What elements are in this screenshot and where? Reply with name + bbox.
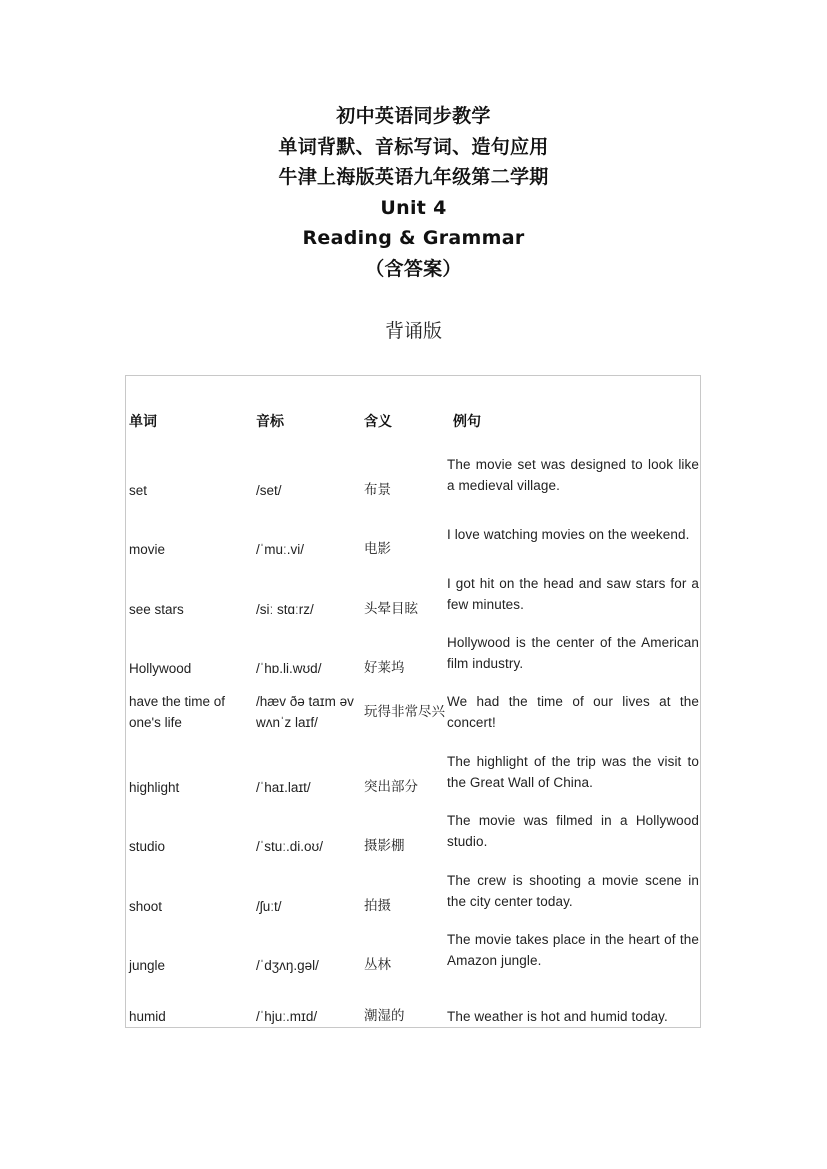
cell-word: highlight (129, 780, 180, 795)
table-row (126, 983, 700, 1027)
cell-ipa: /siː stɑːrz/ (256, 602, 314, 617)
cell-example: The movie takes place in the heart of the Amazon jungle. (447, 932, 699, 968)
header-example: 例句 (453, 414, 481, 430)
table-row (126, 865, 700, 917)
cell-word: humid (129, 1009, 166, 1024)
table-row (126, 746, 700, 798)
cell-meaning: 丛林 (364, 957, 391, 973)
table-row (126, 686, 700, 738)
cell-meaning: 玩得非常尽兴 (364, 703, 445, 720)
table-row (126, 508, 700, 560)
cell-meaning: 突出部分 (364, 779, 418, 795)
cell-example: We had the time of our lives at the concert! (447, 694, 699, 730)
cell-word: shoot (129, 899, 163, 914)
title-line: Reading & Grammar (302, 227, 525, 249)
cell-ipa: /ˈhjuː.mɪd/ (256, 1009, 318, 1024)
cell-word: set (129, 483, 148, 498)
cell-example: I got hit on the head and saw stars for a few minutes. (447, 576, 699, 612)
subtitle: 背诵版 (384, 320, 442, 342)
table-row (126, 805, 700, 857)
title-line: （含答案） (365, 257, 462, 280)
cell-word: see stars (129, 602, 184, 617)
cell-word: studio (129, 839, 166, 854)
cell-example: The crew is shooting a movie scene in the city center today. (447, 873, 699, 909)
cell-ipa: /set/ (256, 483, 282, 498)
vocabulary-table (125, 375, 701, 1028)
cell-ipa: /ˈmuː.vi/ (256, 542, 305, 557)
cell-word: jungle (129, 958, 166, 973)
cell-word: Hollywood (129, 661, 192, 676)
table-row (126, 449, 700, 501)
table-row (126, 627, 700, 679)
header-word: 单词 (129, 414, 157, 430)
cell-meaning: 潮湿的 (364, 1008, 405, 1024)
cell-ipa: /ˈdʒʌŋ.ɡəl/ (256, 958, 319, 973)
cell-meaning: 摄影棚 (364, 838, 405, 854)
cell-example: The movie set was designed to look like a medieval village. (447, 457, 699, 493)
header-meaning: 含义 (364, 414, 392, 430)
table-row (126, 924, 700, 976)
cell-example: Hollywood is the center of the American film industry. (447, 635, 699, 671)
cell-ipa: /hæv ðə taɪm əv wʌnˈz laɪf/ (256, 694, 354, 730)
cell-word: have the time of one's life (129, 694, 226, 730)
title-line: 初中英语同步教学 (336, 105, 491, 127)
cell-example: The highlight of the trip was the visit to the Great Wall of China. (447, 754, 699, 790)
title-line: Unit 4 (380, 196, 447, 219)
cell-example: I love watching movies on the weekend. (447, 526, 690, 542)
cell-meaning: 电影 (364, 541, 391, 557)
document-title (0, 101, 827, 284)
cell-ipa: /ˈstuː.di.oʊ/ (256, 839, 323, 854)
table-row (126, 568, 700, 620)
cell-word: movie (129, 542, 166, 557)
cell-meaning: 头晕目眩 (364, 601, 418, 617)
header-ipa: 音标 (256, 414, 284, 430)
cell-ipa: /ʃuːt/ (256, 899, 282, 914)
title-line: 单词背默、音标写词、造句应用 (278, 135, 549, 158)
cell-example: The movie was filmed in a Hollywood studio. (447, 813, 699, 849)
cell-example: The weather is hot and humid today. (447, 1009, 668, 1024)
cell-ipa: /ˈhɒ.li.wʊd/ (256, 661, 322, 676)
title-line: 牛津上海版英语九年级第二学期 (278, 166, 549, 188)
cell-ipa: /ˈhaɪ.laɪt/ (256, 780, 311, 795)
cell-meaning: 拍摄 (364, 898, 391, 914)
cell-meaning: 布景 (364, 482, 391, 498)
table-header (126, 411, 700, 433)
cell-meaning: 好莱坞 (364, 660, 405, 676)
